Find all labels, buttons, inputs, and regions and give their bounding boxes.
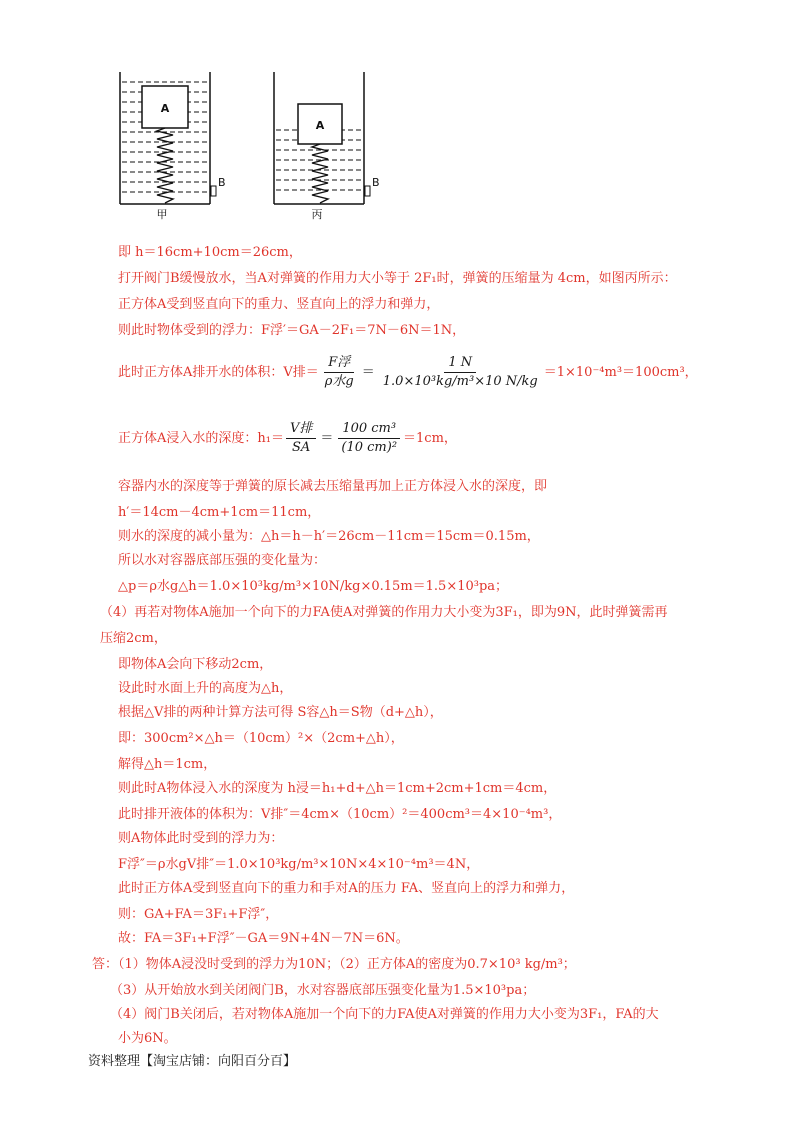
volume-fraction-1-num: F浮 [324, 354, 354, 373]
solution-line-7: 容器内水的深度等于弹簧的原长减去压缩量再加上正方体浸入水的深度，即 [118, 479, 548, 494]
depth-fraction-2 [337, 420, 401, 457]
solution-line-15: 设此时水面上升的高度为△h， [118, 681, 293, 696]
answer-line-2: （3）从开始放水到关闭阀门B，水对容器底部压强变化量为1.5×10³pa； [110, 983, 536, 998]
solution-line-24: 则：GA+FA＝3F₁+F浮″， [118, 907, 279, 922]
answer-line-3: （4）阀门B关闭后，若对物体A施加一个向下的力FA使A对弹簧的作用力大小变为3F₁，FA的大 [110, 1007, 659, 1022]
volume-fraction-2 [379, 354, 542, 391]
depth-fraction-1-num: V排 [286, 420, 316, 439]
valve-b-label-bing: B [372, 176, 380, 189]
depth-fraction-2-den: (10 cm)² [341, 440, 398, 455]
solution-line-23: 此时正方体A受到竖直向下的重力和手对A的压力 FA、竖直向上的浮力和弹力， [118, 881, 575, 896]
solution-line-4: 则此时物体受到的浮力：F浮′＝GA－2F₁＝7N－6N＝1N， [118, 323, 466, 338]
block-a-label-bing: A [315, 119, 325, 132]
diagram-figures [112, 68, 392, 228]
caption-bing: 丙 [311, 208, 323, 221]
valve-b-label-jia: B [218, 176, 226, 189]
volume-fraction-2-num: 1 N [444, 354, 476, 373]
depth-fraction-1-den: SA [292, 440, 311, 455]
solution-line-25: 故：FA＝3F₁+F浮″－GA＝9N+4N－7N＝6N。 [118, 931, 409, 946]
container-jia [120, 72, 226, 221]
solution-line-3: 正方体A受到竖直向下的重力、竖直向上的浮力和弹力， [118, 297, 440, 312]
spring-bing [312, 144, 328, 203]
valve-b-bing [365, 186, 370, 196]
volume-formula-suffix: ＝1×10⁻⁴m³＝100cm³， [543, 364, 698, 380]
depth-fraction-2-num: 100 cm³ [338, 420, 400, 439]
container-bing [274, 72, 380, 221]
depth-formula-prefix: 正方体A浸入水的深度：h₁＝ [118, 430, 284, 446]
solution-line-21: 则A物体此时受到的浮力为： [118, 831, 284, 846]
solution-line-8: h′＝14cm－4cm+1cm＝11cm， [118, 505, 321, 520]
volume-fraction-2-den: 1.0×10³kg/m³×10 N/kg [382, 374, 538, 389]
footer-source: 资料整理【淘宝店铺：向阳百分百】 [88, 1054, 297, 1069]
solution-line-16: 根据△V排的两种计算方法可得 S容△h＝S物（d+△h）， [118, 705, 443, 720]
depth-fraction-1 [286, 420, 316, 457]
caption-jia: 甲 [156, 208, 168, 221]
volume-fraction-1 [321, 354, 358, 391]
solution-line-22: F浮″＝ρ水gV排″＝1.0×10³kg/m³×10N×4×10⁻⁴m³＝4N， [118, 857, 480, 872]
solution-line-18: 解得△h＝1cm， [118, 757, 217, 772]
solution-line-1: 即 h＝16cm+10cm＝26cm， [118, 245, 302, 260]
solution-line-19: 则此时A物体浸入水的深度为 h浸＝h₁+d+△h＝1cm+2cm+1cm＝4cm， [118, 781, 557, 796]
solution-line-14: 即物体A会向下移动2cm， [118, 657, 273, 672]
solution-line-10: 所以水对容器底部压强的变化量为： [118, 553, 327, 568]
solution-line-6: 正方体A浸入水的深度：h₁＝ $\frac{\text{V排}}{SA}$ ＝ $\frac{\text{100 cm³}}{\text{(10 cm)²}}$ ＝1cm， [118, 421, 457, 455]
solution-line-17: 即：300cm²×△h＝（10cm）²×（2cm+△h）， [118, 731, 404, 746]
volume-formula-prefix: 此时正方体A排开水的体积：V排＝ [118, 364, 319, 380]
answer-line-1: 答：（1）物体A浸没时受到的浮力为10N；（2）正方体A的密度为0.7×10³ kg/m³； [92, 957, 576, 972]
solution-line-12: （4）再若对物体A施加一个向下的力FA使A对弹簧的作用力大小变为3F₁，即为9N，此时弹簧需再 [100, 605, 668, 620]
solution-line-11: △p＝ρ水g△h＝1.0×10³kg/m³×10N/kg×0.15m＝1.5×10³pa； [118, 579, 509, 594]
block-a-label-jia: A [160, 102, 170, 115]
valve-b-jia [211, 186, 216, 196]
solution-line-5: 此时正方体A排开水的体积：V排＝ $\frac{\text{F浮}}{\text{ρ水g}}$ ＝ $\frac{1 N}{\text{1.0×10³kg/m³×10 N/kg}}$ ＝1×10⁻⁴m³＝100cm³， [118, 355, 698, 389]
answer-line-4: 小为6N。 [118, 1031, 177, 1046]
solution-line-20: 此时排开液体的体积为：V排″＝4cm×（10cm）²＝400cm³＝4×10⁻⁴m³， [118, 807, 562, 822]
solution-line-13: 压缩2cm， [100, 631, 167, 646]
solution-line-2: 打开阀门B缓慢放水，当A对弹簧的作用力大小等于 2F₁时，弹簧的压缩量为 4cm，如图丙所示： [118, 271, 677, 286]
depth-formula-suffix: ＝1cm， [403, 430, 457, 446]
solution-line-9: 则水的深度的减小量为：△h＝h－h′＝26cm－11cm＝15cm＝0.15m， [118, 529, 540, 544]
volume-fraction-1-den: ρ水g [324, 374, 354, 389]
